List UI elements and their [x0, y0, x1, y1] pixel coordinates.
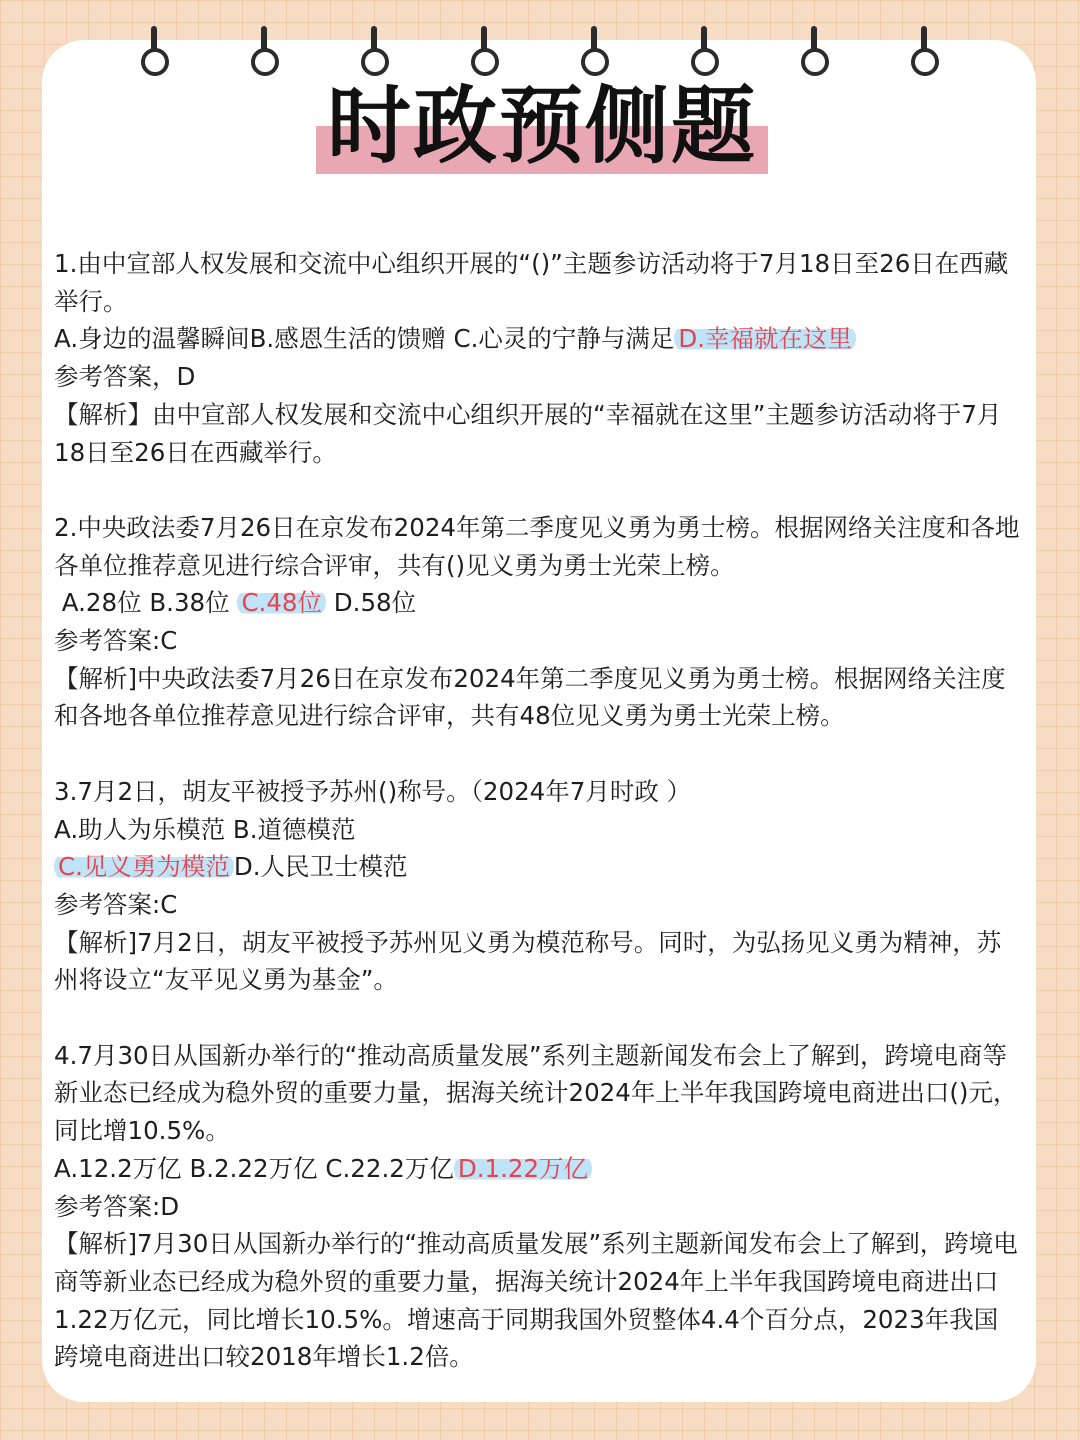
binder-ring-icon — [140, 26, 168, 78]
analysis-text: 【解析]7月30日从国新办举行的“推动高质量发展”系列主题新闻发布会上了解到，跨境电商等新业态已经成为稳外贸的重要力量，据海关统计2024年上半年我国跨境电商进出口1.22万亿元，同比增长10.5%。增速高于同期我国外贸整体4.4个百分点，2023年我国跨境电商进出口较2018年增长1.2倍。 — [54, 1229, 1018, 1372]
reference-answer: 参考答案，D — [54, 362, 196, 392]
options-text: D.人民卫士模范 — [233, 852, 408, 882]
options-text: A.12.2万亿 B.2.22万亿 C.22.2万亿 — [54, 1153, 454, 1183]
question-list — [54, 245, 1020, 1414]
question-options — [54, 320, 1020, 358]
binder-ring-icon — [910, 26, 938, 78]
question-stem: 2.中央政法委7月26日在京发布2024年第二季度见义勇为勇士榜。根据网络关注度和各地各单位推荐意见进行综合评审，共有()见义勇为勇士光荣上榜。 — [54, 512, 1020, 580]
correct-option: D.1.22万亿 — [454, 1154, 592, 1183]
binder-ring-icon — [360, 26, 388, 78]
options-text: A.28位 B.38位 — [54, 588, 238, 618]
question-options — [54, 584, 1020, 622]
question-options — [54, 848, 1020, 886]
reference-answer: 参考答案:C — [54, 626, 178, 656]
question-options — [54, 1150, 1020, 1188]
options-text: A.身边的温馨瞬间B.感恩生活的馈赠 C.心灵的宁静与满足 — [54, 324, 675, 354]
binder-ring-icon — [470, 26, 498, 78]
reference-answer: 参考答案:D — [54, 1191, 180, 1221]
question-1 — [54, 245, 1020, 471]
binder-ring-icon — [800, 26, 828, 78]
question-2 — [54, 509, 1020, 735]
correct-option: C.见义勇为模范 — [54, 852, 234, 881]
page-title: 时政预侧题 — [326, 76, 757, 175]
reference-answer: 参考答案:C — [54, 889, 178, 919]
question-options: A.助人为乐模范 B.道德模范 — [54, 814, 356, 844]
correct-option: D.幸福就在这里 — [674, 324, 856, 353]
question-3 — [54, 773, 1020, 999]
question-stem: 3.7月2日，胡友平被授予苏州()称号。（2024年7月时政 ） — [54, 776, 692, 806]
title-block — [316, 78, 768, 178]
analysis-text: 【解析】由中宣部人权发展和交流中心组织开展的“幸福就在这里”主题参访活动将于7月18日至26日在西藏举行。 — [54, 399, 1002, 467]
binder-ring-icon — [580, 26, 608, 78]
binder-ring-icon — [250, 26, 278, 78]
binder-ring-icon — [690, 26, 718, 78]
binder-rings — [0, 26, 1080, 82]
options-text: D.58位 — [326, 588, 417, 618]
question-stem: 4.7月30日从国新办举行的“推动高质量发展”系列主题新闻发布会上了解到，跨境电商等新业态已经成为稳外贸的重要力量，据海关统计2024年上半年我国跨境电商进出口()元，同比增10.5%。 — [54, 1040, 1018, 1146]
analysis-text: 【解析]7月2日，胡友平被授予苏州见义勇为模范称号。同时，为弘扬见义勇为精神，苏州将设立“友平见义勇为基金”。 — [54, 927, 1002, 995]
question-stem: 1.由中宣部人权发展和交流中心组织开展的“()”主题参访活动将于7月18日至26日在西藏举行。 — [54, 249, 1009, 316]
question-4 — [54, 1037, 1020, 1376]
analysis-text: 【解析]中央政法委7月26日在京发布2024年第二季度见义勇为勇士榜。根据网络关注度和各地各单位推荐意见进行综合评审，共有48位见义勇为勇士光荣上榜。 — [54, 663, 1006, 731]
correct-option: C.48位 — [237, 588, 326, 617]
